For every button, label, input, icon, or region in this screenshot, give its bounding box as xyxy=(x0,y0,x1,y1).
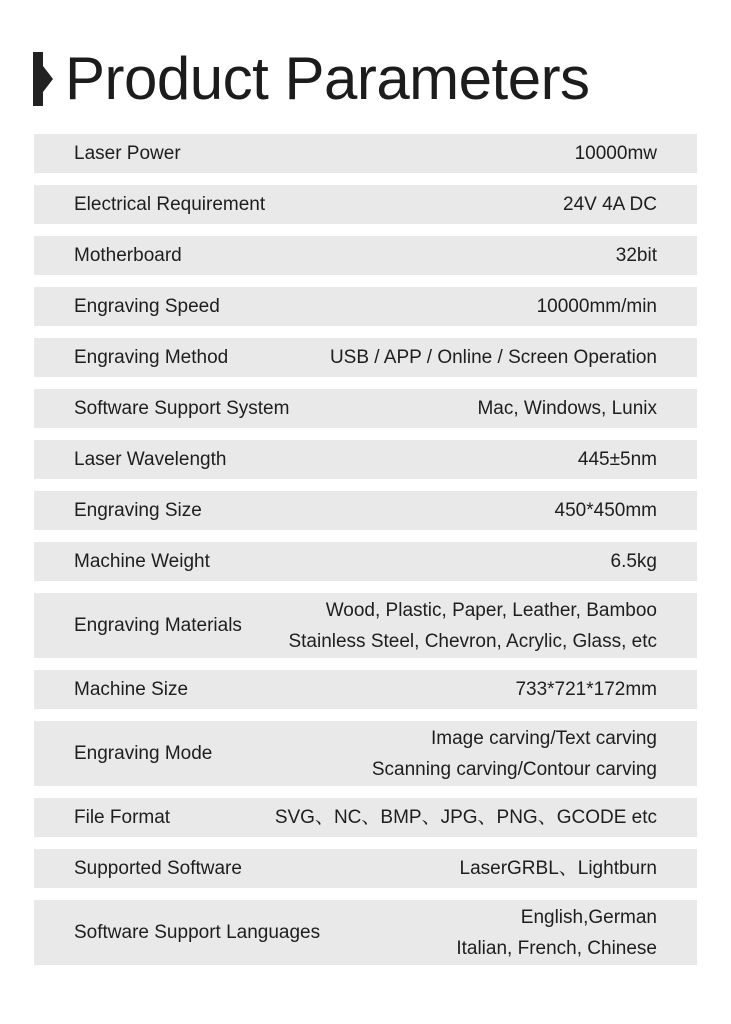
parameter-row xyxy=(34,389,697,428)
parameter-value xyxy=(515,674,657,705)
parameter-value-line: 445±5nm xyxy=(577,449,657,470)
parameter-value xyxy=(456,902,657,964)
parameter-row xyxy=(34,593,697,658)
parameter-row xyxy=(34,849,697,888)
parameter-value xyxy=(611,546,657,577)
parameter-value-line: Italian, French, Chinese xyxy=(456,937,657,959)
parameter-label: Engraving Materials xyxy=(74,614,242,636)
parameter-value-line: 10000mw xyxy=(574,143,657,164)
title-marker-icon xyxy=(33,52,43,106)
parameter-value-line: 733*721*172mm xyxy=(515,679,657,700)
parameter-value-line: 32bit xyxy=(615,245,657,266)
parameter-label: Software Support Languages xyxy=(74,921,321,943)
parameter-row xyxy=(34,721,697,786)
parameter-label: Machine Size xyxy=(74,678,189,700)
parameter-value xyxy=(537,291,657,322)
parameter-value-line: Scanning carving/Contour carving xyxy=(371,758,657,780)
parameter-row xyxy=(34,338,697,377)
parameter-label: Engraving Method xyxy=(74,346,229,368)
parameter-row xyxy=(34,491,697,530)
parameter-value-line: Mac, Windows, Lunix xyxy=(477,398,657,419)
parameter-label: File Format xyxy=(74,806,171,828)
parameter-value-line: Wood, Plastic, Paper, Leather, Bamboo xyxy=(325,599,657,621)
parameter-row xyxy=(34,440,697,479)
parameter-value-line: Stainless Steel, Chevron, Acrylic, Glass, etc xyxy=(288,630,657,652)
page-title: Product Parameters xyxy=(65,45,590,112)
parameter-label: Machine Weight xyxy=(74,550,210,572)
parameter-value-line: LaserGRBL、Lightburn xyxy=(459,858,657,879)
parameter-row xyxy=(34,236,697,275)
parameter-value xyxy=(575,138,657,169)
parameter-label: Laser Power xyxy=(74,142,181,164)
parameter-value-line: Image carving/Text carving xyxy=(431,727,657,749)
parameter-value xyxy=(477,393,657,424)
parameter-value xyxy=(372,723,657,785)
parameter-value-line: 10000mm/min xyxy=(536,296,657,317)
parameter-label: Laser Wavelength xyxy=(74,448,227,470)
parameter-value-line: SVG、NC、BMP、JPG、PNG、GCODE etc xyxy=(274,807,657,828)
parameter-label: Electrical Requirement xyxy=(74,193,266,215)
parameter-value xyxy=(460,853,658,884)
parameter-value-line: USB / APP / Online / Screen Operation xyxy=(329,347,657,368)
parameter-label: Engraving Speed xyxy=(74,295,220,317)
parameter-value-line: 450*450mm xyxy=(554,500,657,521)
parameter-value xyxy=(275,802,657,833)
parameter-label: Engraving Size xyxy=(74,499,202,521)
parameter-row xyxy=(34,287,697,326)
parameter-row xyxy=(34,542,697,581)
parameter-value-line: English,German xyxy=(520,906,657,928)
parameter-label: Motherboard xyxy=(74,244,182,266)
parameters-table xyxy=(34,134,697,977)
parameter-row xyxy=(34,798,697,837)
parameter-value xyxy=(330,342,657,373)
parameter-row xyxy=(34,900,697,965)
parameter-value xyxy=(563,189,657,220)
page-header xyxy=(33,46,590,112)
parameter-value xyxy=(288,595,657,657)
parameter-label: Engraving Mode xyxy=(74,742,213,764)
parameter-row xyxy=(34,670,697,709)
parameter-value-line: 24V 4A DC xyxy=(563,194,657,215)
parameter-row xyxy=(34,134,697,173)
parameter-label: Software Support System xyxy=(74,397,290,419)
parameter-row xyxy=(34,185,697,224)
parameter-value xyxy=(578,444,657,475)
parameter-value xyxy=(616,240,657,271)
parameter-label: Supported Software xyxy=(74,857,242,879)
parameter-value xyxy=(555,495,657,526)
parameter-value-line: 6.5kg xyxy=(610,551,657,572)
